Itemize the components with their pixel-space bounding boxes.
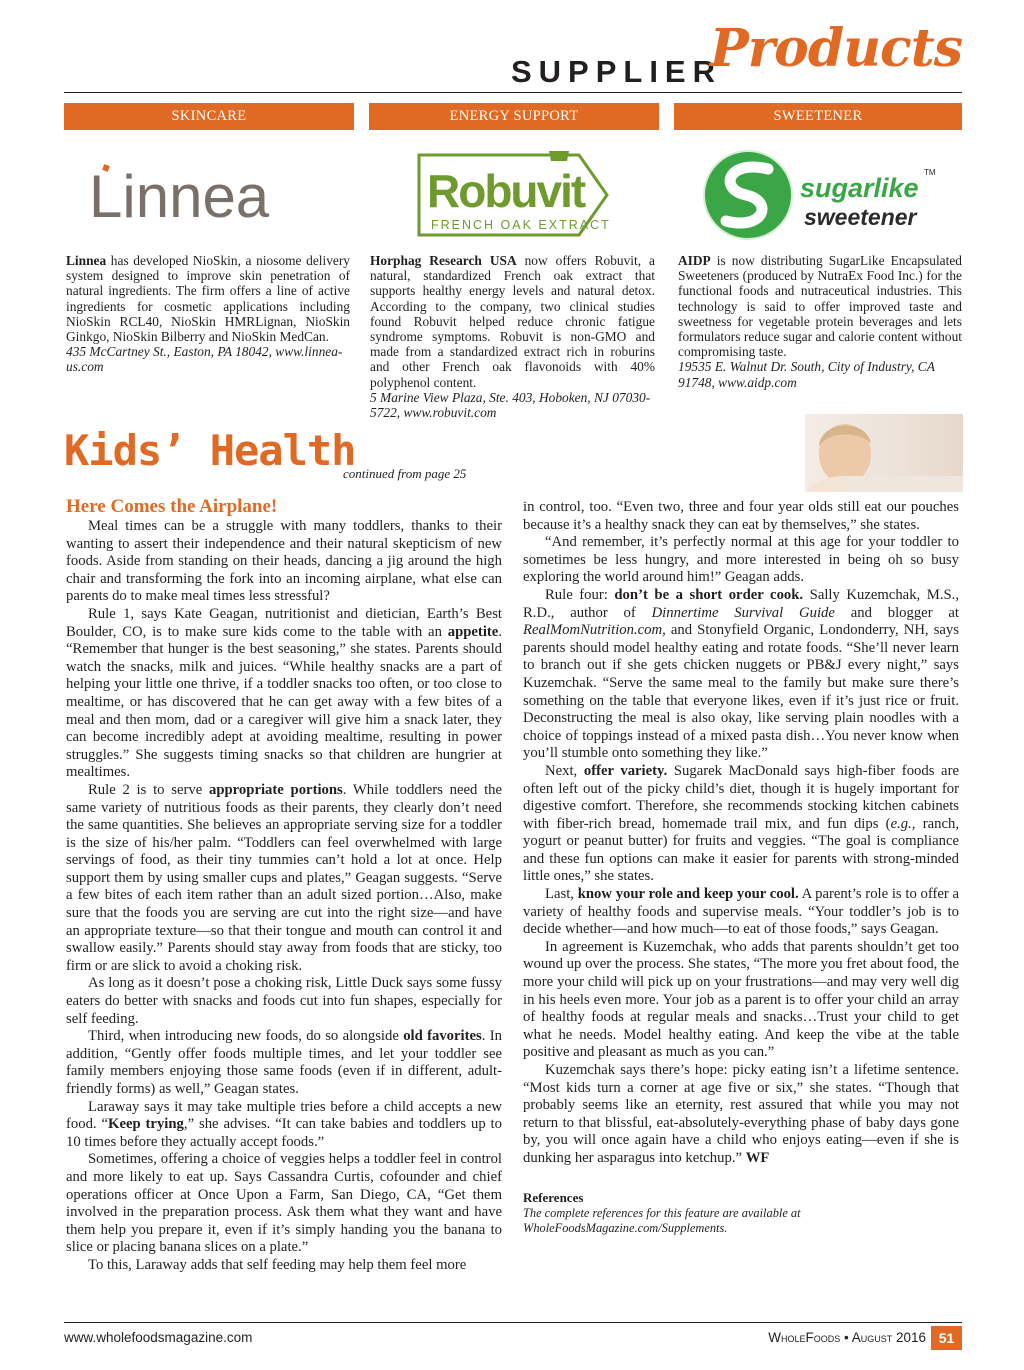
child-photo	[805, 414, 963, 492]
paragraph: To this, Laraway adds that self feeding may help them feel more	[88, 1256, 467, 1273]
paragraph: Rule four: don’t be a short order cook. Sally Kuzemchak, M.S., R.D., author of Dinnertime Survival Guide and blogger at RealMomNutrition.com, and Stonyfield Organic, Londonderry, NH, says parents should model healthy eating and rotate foods. “She’ll never learn to branch out if she gets chicken nuggets or PB&J every night,” says Kuzemchak. “Serve the same meal to the family but make sure there’s something on the table that everyone likes, even if it’s just rice or fruit. Deconstructing the meal is also okay, like serving plain noodles with a choice of toppings instead of a mixed pasta dish…You never know when you’ll stumble onto something they like.”	[523, 586, 959, 762]
footer-issue-date: • August 2016	[840, 1330, 926, 1345]
robuvit-logo-text: Robuvit	[427, 165, 585, 217]
paragraph: in control, too. “Even two, three and four year olds still eat our pouches because it’s a healthy snack they can eat by themselves,” she states.	[523, 499, 959, 533]
paragraph: Kuzemchak says there’s hope: picky eating isn’t a lifetime sentence. “Most kids turn a corner at age five or six,” she states. “Though that probably seems like an eternity, rest assured that while you may not return to that blissful, eat-absolutely-everything phase of baby days gone by, you will once again have a child who enjoys eating—even if she is dunking her asparagus into ketchup.” WF	[523, 1062, 959, 1166]
paragraph: In agreement is Kuzemchak, who adds that parents shouldn’t get too wound up over the process. She states, “The more you fret about food, the more your child will pick up on your frustrations—and may very well dig in his heels even more. Your job as a parent is to offer your child an array of healthy foods at regular meals and snacks…Trust your child to get what he needs. Model healthy eating. And keep the vibe at the table positive and pleasant as much as you can.”	[523, 938, 959, 1061]
references-body: The complete references for this feature are available at WholeFoodsMagazine.com/Supplements.	[523, 1205, 801, 1235]
category-skincare: SKINCARE	[64, 103, 354, 130]
paragraph: As long as it doesn’t pose a choking risk, Little Duck says some fussy eaters do better with snacks and foods cut into fun shapes, especially for self feeding.	[66, 975, 502, 1027]
continued-note: continued from page 25	[343, 466, 467, 481]
linnea-logo-text: Linnea	[89, 163, 270, 230]
paragraph: Rule 2 is to serve appropriate portions. While toddlers need the same variety of nutritious foods as their parents, they clearly don’t need the same quantities. She believes an appropriate serving size for a toddler is the size of his/her palm. “Toddlers can feel overwhelmed with large servings of food, as their tiny tummies can’t hold a lot at once. Help support them by using smaller cups and plates,” Geagan suggests. “Serve a few bites of each item rather than an adult sized portion…Also, make sure that the foods you are serving are cut into the right size—and have an appropriate texture—so that their tongue and mouth can control it and swallow easily.” Parents should stay away from foods that are sticky, too firm or are slick to avoid a choking risk.	[66, 781, 503, 974]
page-number: 51	[931, 1326, 962, 1350]
paragraph: “And remember, it’s perfectly normal at this age for your toddler to sometimes be less hungry, and more interested in being oh so busy exploring the world around him!” Geagan adds.	[523, 534, 959, 586]
paragraph: Third, when introducing new foods, do so alongside old favorites. In addition, “Gently offer foods multiple times, and let your toddler see family members enjoying those same foods (even if in different, adult-friendly forms) as well,” Geagan states.	[66, 1028, 502, 1097]
product-robuvit	[370, 253, 655, 420]
product-linnea	[66, 253, 350, 375]
article-column-left	[66, 496, 502, 1275]
article-column-right	[523, 499, 959, 1236]
footer-issue	[768, 1330, 926, 1345]
category-energy-support: ENERGY SUPPORT	[369, 103, 659, 130]
paragraph: Sometimes, offering a choice of veggies helps a toddler feel in control and more likely to eat up. Says Cassandra Curtis, cofounder and chief operations officer at Once Upon a Farm, San Diego, CA, “Get them involved in the preparation process. Ask them what they want and have them help you prepare it, even if it’s simply handing you the banana to slice or placing banana slices on a plate.”	[66, 1151, 502, 1256]
product-address: 5 Marine View Plaza, Ste. 403, Hoboken, NJ 07030-5722, www.robuvit.com	[370, 389, 651, 421]
paragraph: Laraway says it may take multiple tries before a child accepts a new food. “Keep trying,” she advises. “It can take babies and toddlers up to 10 times before they actually accept foods.”	[66, 1098, 502, 1150]
sugarlike-logo-subtext: sweetener	[804, 204, 917, 230]
page-header	[300, 18, 962, 92]
sugarlike-logo-text: sugarlike	[800, 173, 919, 203]
product-address: 435 McCartney St., Easton, PA 18042, www.linnea-us.com	[66, 344, 343, 375]
product-sugarlike	[678, 253, 962, 390]
paragraph: Rule 1, says Kate Geagan, nutritionist and dietician, Earth’s Best Boulder, CO, is to make sure kids come to the table with an appetite. “Remember that hunger is the best seasoning,” she states. Parents should watch the snacks, milk and juices. “While healthy snacks are a part of helping your little one thrive, if a toddler snacks too often, or too close to mealtime, or has discovered that he can get away with a few bites of a meal and then mom, dad or a caregiver will give him a snack later, they can become incredibly adept at avoiding mealtime, resulting in power struggles.” She suggests timing snacks so that children are hungrier at mealtimes.	[66, 605, 502, 781]
linnea-logo	[64, 140, 354, 250]
product-body: has developed NioSkin, a niosome delivery system designed to improve skin penetration of natural ingredients. The firm offers a line of active ingredients for cosmetic applications including NioSkin RCL40, NioSkin HMRLignan, NioSkin Ginkgo, NioSkin Bilberry and NioSkin MedCan.	[66, 253, 350, 345]
product-company: Horphag Research USA	[370, 253, 517, 268]
footer-url: www.wholefoodsmagazine.com	[64, 1330, 253, 1345]
robuvit-logo	[369, 140, 659, 250]
robuvit-logo-subtext: FRENCH OAK EXTRACT	[431, 218, 611, 232]
references-heading: References	[523, 1189, 584, 1205]
header-products: Products	[709, 18, 962, 79]
article-subhead: Here Comes the Airplane!	[66, 496, 278, 517]
section-title: Kids’ Health	[64, 426, 356, 475]
paragraph: Next, offer variety. Sugarek MacDonald says high-fiber foods are often left out of the picky child’s diet, though it is hugely important for digestive comfort. Therefore, she recommends stocking kitchen cabinets with fiber-rich bread, homemade trail mix, and fun dips (e.g., ranch, yogurt or peanut butter) for fruits and veggies. “The goal is compliance and these fun options can make it easier for parents with strong-minded little ones,” she states.	[523, 762, 960, 885]
header-rule	[64, 92, 962, 93]
category-sweetener: SWEETENER	[674, 103, 962, 130]
footer-magazine-name: WholeFoods	[768, 1330, 841, 1345]
sugarlike-tm: TM	[924, 168, 936, 177]
header-supplier: SUPPLIER	[510, 54, 722, 89]
sugarlike-logo	[674, 140, 962, 250]
product-body: now offers Robuvit, a natural, standardized French oak extract that supports healthy energy levels and natural detox. According to the company, two clinical studies found Robuvit helped reduce chronic fatigue syndrome symptoms. Robuvit is non-GMO and made from a standardized extract rich in roburins and other French oak flavonoids with 40% polyphenol content.	[370, 253, 655, 390]
product-address: 19535 E. Walnut Dr. South, City of Industry, CA 91748, www.aidp.com	[678, 359, 935, 390]
paragraph: Last, know your role and keep your cool. A parent’s role is to offer a variety of healthy foods and supervise meals. “Your toddler’s job is to decide whether—and how much—to eat of those foods,” says Geagan.	[523, 886, 960, 938]
product-body: is now distributing SugarLike Encapsulated Sweeteners (produced by NutraEx Food Inc.) for the functional foods and nutraceutical industries. This technology is said to offer improved taste and sweetness for vegetable protein beverages and lets formulators reduce sugar and calorie content without compromising taste.	[678, 253, 962, 360]
paragraph: Meal times can be a struggle with many toddlers, thanks to their wanting to assert their independence and their natural skepticism of new foods. Aside from standing on their heads, dancing a jig around the high chair and transforming the fork into an incoming airplane, what else can parents do to make meal times less stressful?	[66, 518, 502, 605]
product-company: AIDP	[678, 253, 711, 268]
footer-rule	[64, 1322, 962, 1323]
product-company: Linnea	[66, 253, 107, 268]
